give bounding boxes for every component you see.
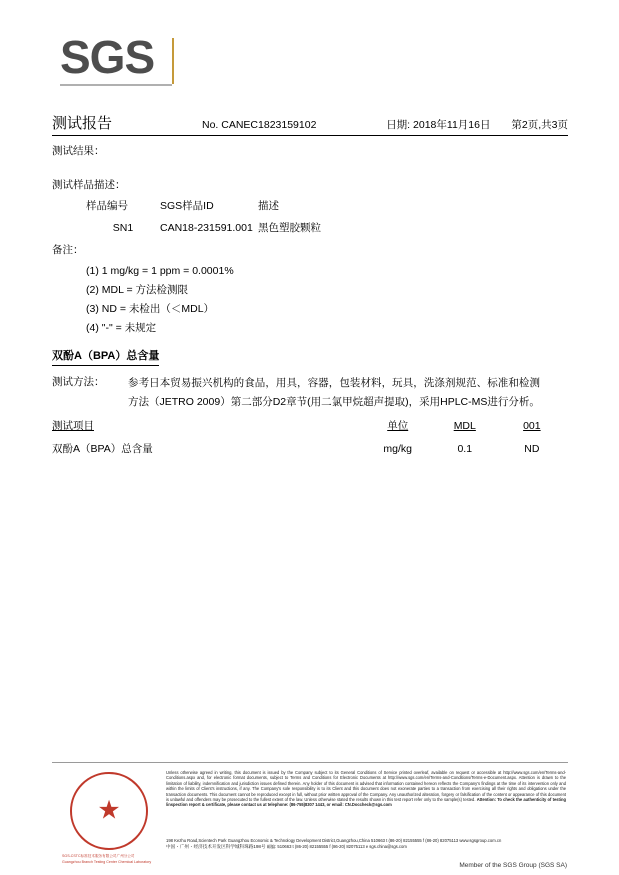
sample-desc: 黑色塑胶颗粒 [258, 222, 321, 234]
sample-id: CAN18-231591.001 [160, 221, 253, 234]
method-text: 参考日本贸易振兴机构的食品，用具，容器，包装材料，玩具，洗涤剂规范、标准和检测方法（JETRO 2009）第二部分D2章节(用二氯甲烷超声提取)，采用HPLC-MS进行分析。 [128, 377, 540, 408]
page-counter: 第2页,共3页 [511, 119, 568, 131]
result-item-name: 双酚A（BPA）总含量 [52, 443, 153, 455]
results-col-item: 测试项目 [52, 420, 94, 432]
results-table [52, 418, 568, 456]
list-item: (4) "-" = 未规定 [86, 322, 157, 334]
page-title: 测试报告 [52, 115, 113, 132]
address-en: 198 Kezhu Road,Scientech Park Guangzhou Economic & Technology Development District,Guangzhou,China 510663 t (86-20) 82155555 f (86-20) 82075113 www.sgsgroup.com.cn [166, 838, 502, 843]
list-item: (3) ND = 未检出（＜MDL） [86, 303, 215, 315]
table-row [86, 220, 398, 235]
list-item: (1) 1 mg/kg = 1 ppm = 0.0001% [86, 265, 234, 277]
section-heading: 双酚A（BPA）总含量 [52, 347, 159, 366]
result-unit: mg/kg [383, 442, 412, 455]
sample-table-header-row [86, 198, 398, 220]
footer-divider [52, 762, 568, 763]
sgs-logo-text: SGS [60, 31, 155, 83]
logo-underline [60, 84, 172, 86]
stamp-line-1: SGS-CSTC标准技术服务有限公司广州分公司 [62, 854, 135, 858]
results-label: 测试结果： [52, 145, 105, 157]
stamp-circle [70, 772, 148, 850]
header-divider [52, 135, 568, 136]
disclaimer-text: Unless otherwise agreed in writing, this document is issued by the Company subject to its General Conditions of Service printed overleaf, available on request or accessible at http://www.sgs.com/en/Terms-and-Conditions.aspx and, for electronic format documents, subject to Terms and Conditions for Electronic Documents at http://www.sgs.com/en/Terms-and-Conditions/Terms-e-Document.aspx. Attention is drawn to the limitation of liability, indemnification and jurisdiction issues defined therein. Any holder of this document is advised that information contained hereon reflects the Company's findings at the time of its intervention only and within the limits of Client's instructions, if any. The Company's sole responsibility is to its Client and this document does not exonerate parties to a transaction from exercising all their rights and obligations under the transaction documents. This document cannot be reproduced except in full, without prior written approval of the Company. Any unauthorized alteration, forgery or falsification of the content or appearance of this document is unlawful and offenders may be prosecuted to the fullest extent of the law. Unless otherwise stated the results shown in this test report refer only to the sample(s) tested. [166, 770, 566, 803]
result-mdl: 0.1 [457, 442, 473, 455]
results-col-unit: 单位 [387, 420, 409, 432]
footer-contact [166, 838, 566, 850]
report-date-and-page [386, 117, 568, 132]
member-line: Member of the SGS Group (SGS SA) [459, 862, 567, 869]
stamp-line-2: Guangzhou Branch Testing Center Chemical Laboratory [62, 860, 152, 864]
sample-no: SN1 [112, 221, 134, 234]
report-number: No. CANEC1823159102 [202, 119, 317, 131]
remark-label: 备注： [52, 244, 84, 256]
results-header-row [52, 418, 568, 436]
sgs-logo [60, 31, 180, 86]
star-icon: ★ [97, 794, 121, 825]
attention-text: Attention: To check the authenticity of testing /inspection report & certificate, please contact us at telephone: (86-755)8307 1443, or email: CN.Doccheck@sgs.com [166, 797, 566, 808]
method-label: 测试方法： [52, 376, 105, 388]
remark-list [86, 262, 234, 338]
results-col-001: 001 [523, 419, 541, 432]
sample-table [86, 198, 398, 235]
sample-col-id: SGS样品ID [160, 200, 214, 212]
sample-col-desc: 描述 [258, 200, 279, 212]
logo-accent-bar [172, 38, 174, 84]
sample-col-no: 样品编号 [86, 200, 128, 212]
title-row [52, 112, 568, 133]
results-col-mdl: MDL [453, 419, 476, 432]
address-cn: 中国・广州・经济技术开发区科学城科珠路198号 [166, 844, 266, 850]
table-row [52, 436, 568, 456]
address-cn-meta: 邮编: 510663 t (86-20) 82155555 f (86-20) 82075113 e sgs.china@sgs.com [266, 844, 407, 850]
sample-description-label: 测试样品描述： [52, 179, 126, 191]
list-item: (2) MDL = 方法检测限 [86, 284, 188, 296]
company-stamp-icon [62, 770, 158, 866]
footer-disclaimer [166, 770, 566, 808]
address-cn-row [166, 844, 566, 850]
result-value: ND [524, 442, 540, 455]
report-date: 日期: 2018年11月16日 [386, 119, 491, 131]
